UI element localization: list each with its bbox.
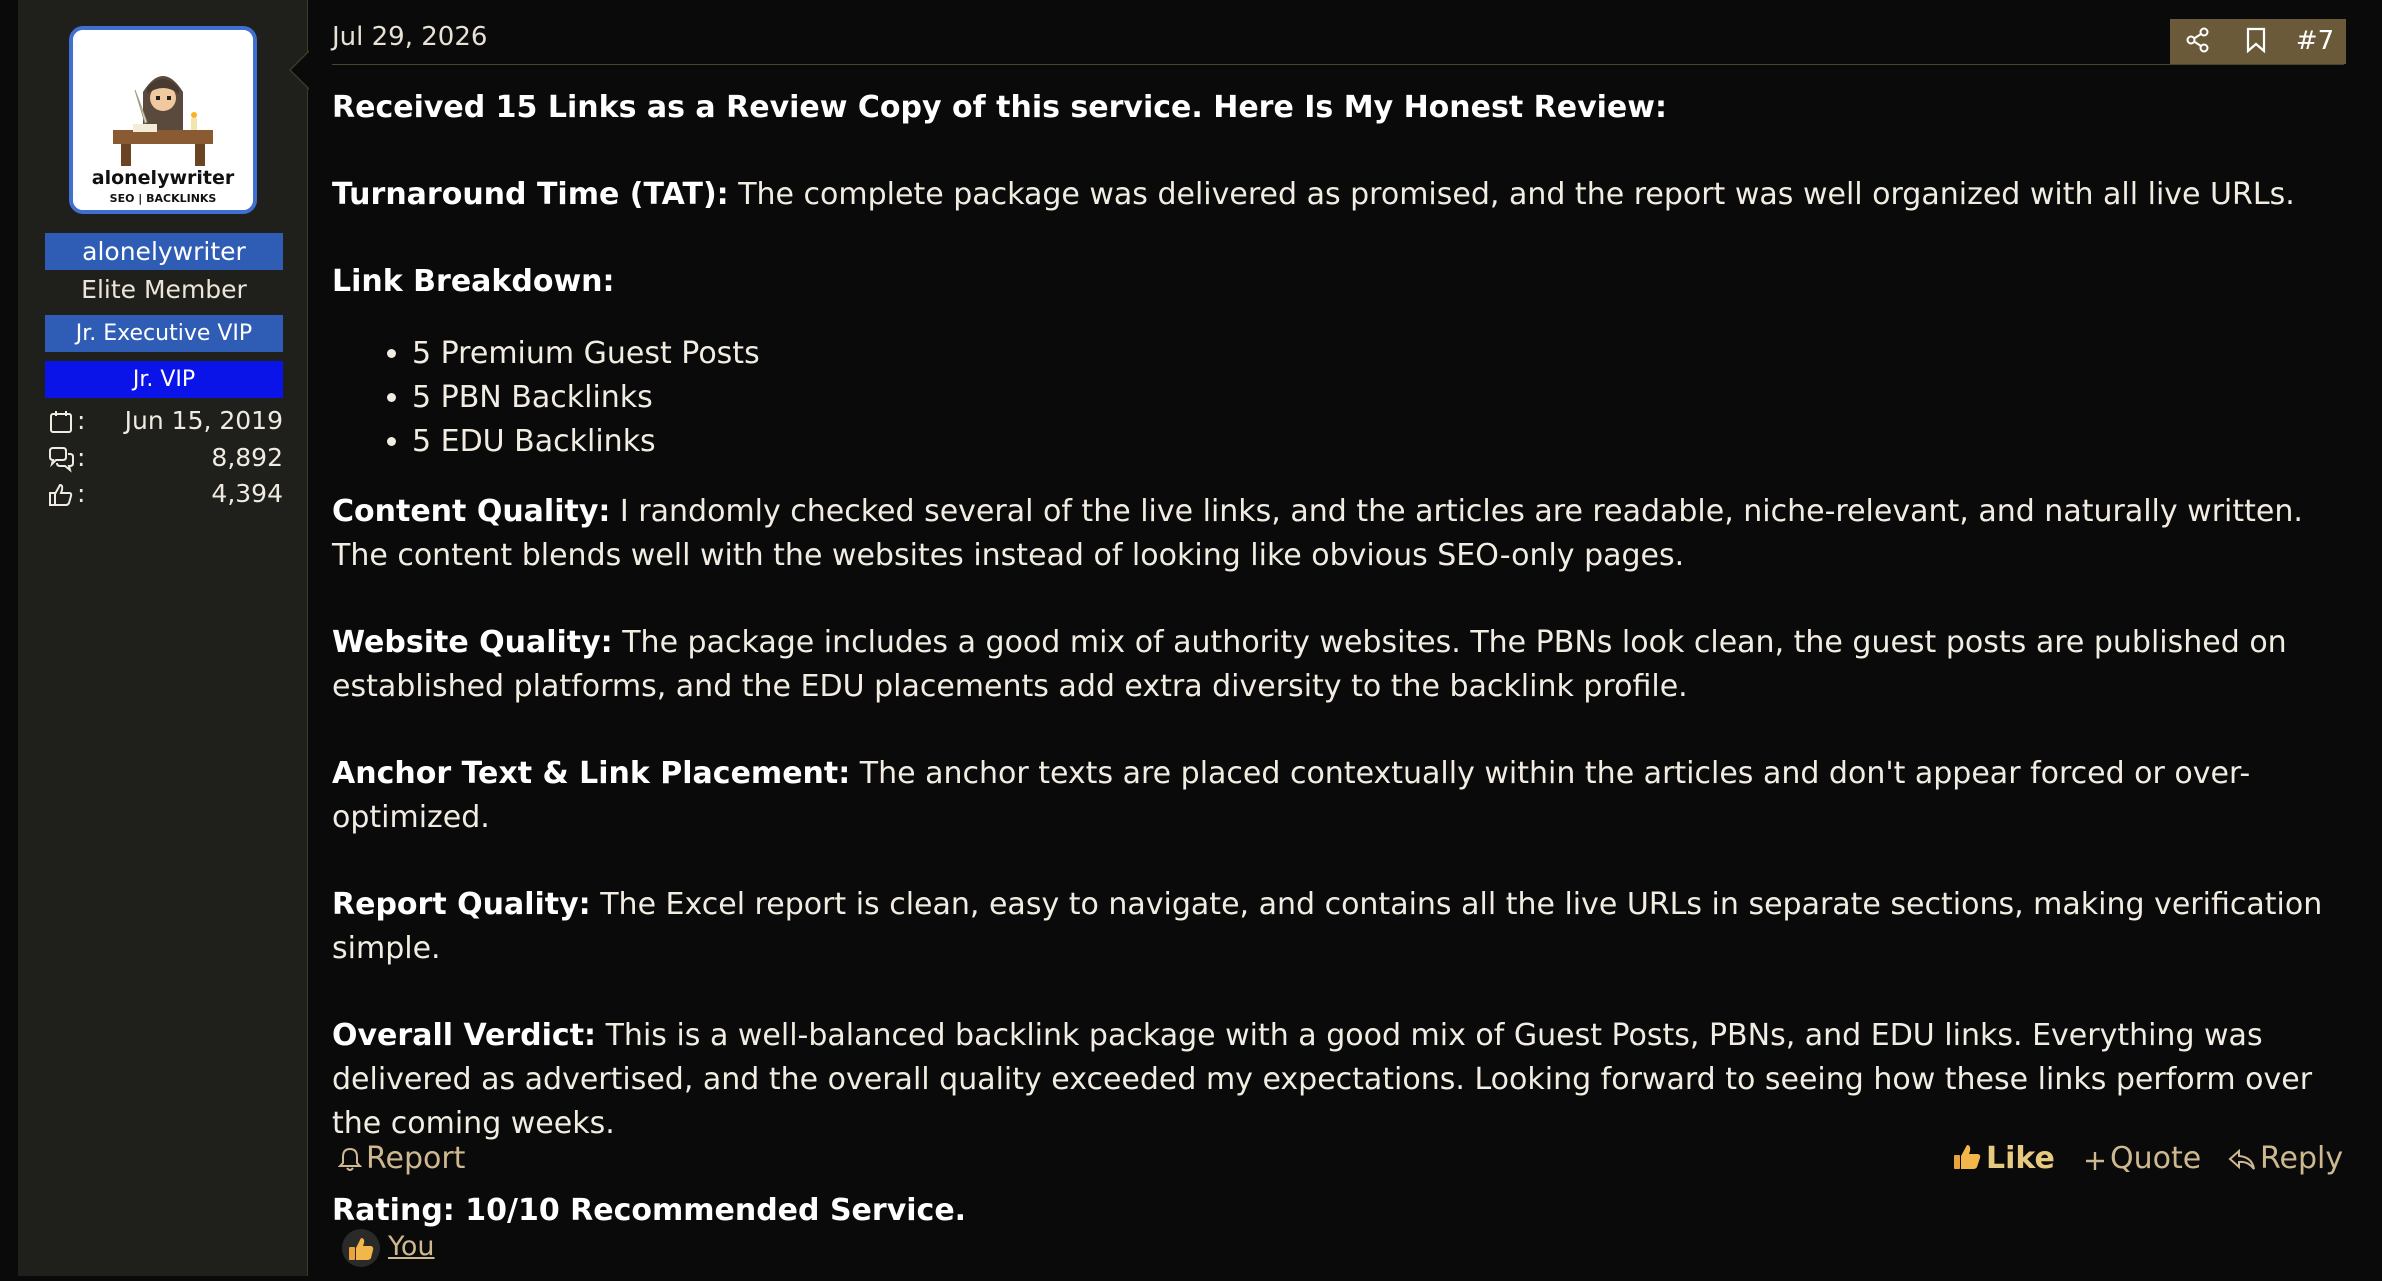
section-report-quality: [332, 883, 2362, 971]
section-content-quality: [332, 490, 2362, 578]
section-website-quality: [332, 621, 2362, 709]
section-link-breakdown: [332, 260, 2362, 304]
avatar-text-tagline: SEO | BACKLINKS: [109, 192, 217, 205]
stat-reactions-value: 4,394: [211, 479, 283, 508]
stat-joined: [45, 405, 283, 437]
quote-label: Quote: [2110, 1141, 2202, 1176]
post-number[interactable]: #7: [2295, 26, 2335, 56]
message-pointer-inner: [291, 52, 309, 88]
stat-reactions: [45, 478, 283, 510]
reply-icon: [2228, 1148, 2256, 1172]
share-icon: [2185, 27, 2211, 53]
section-overall-verdict: [332, 1014, 2362, 1146]
link-breakdown-list: [332, 332, 2362, 464]
bell-icon: [338, 1146, 362, 1172]
list-item: • 5 PBN Backlinks: [412, 376, 2362, 420]
stat-colon: :: [77, 406, 86, 435]
messages-icon: [47, 445, 75, 473]
section-label: Anchor Text & Link Placement:: [332, 756, 851, 791]
stat-colon: :: [77, 443, 86, 472]
stat-joined-value: Jun 15, 2019: [124, 406, 283, 435]
section-anchor-text: [332, 752, 2362, 840]
quote-button[interactable]: [2084, 1137, 2201, 1181]
username[interactable]: alonelywriter: [45, 233, 283, 270]
section-label: Content Quality:: [332, 494, 611, 529]
bookmark-button[interactable]: [2236, 19, 2276, 64]
rating: Rating: 10/10 Recommended Service.: [332, 1193, 967, 1228]
section-label: Overall Verdict:: [332, 1018, 597, 1053]
section-text: The Excel report is clean, easy to navigate, and contains all the live URLs in separate sections, making verification simple.: [332, 887, 2323, 966]
reply-label: Reply: [2260, 1141, 2344, 1176]
badge-jr-executive-vip: Jr. Executive VIP: [45, 315, 283, 352]
report-button[interactable]: [338, 1137, 465, 1181]
section-text: This is a well-balanced backlink package with a good mix of Guest Posts, PBNs, and EDU links. Everything was delivered as advertised, and the overall quality exceeded my expectations. Looking forward to seeing how these links perform over the coming weeks.: [332, 1018, 2313, 1141]
section-text: The complete package was delivered as promised, and the report was well organized with all live URLs.: [728, 177, 2295, 212]
section-label: Link Breakdown:: [332, 264, 615, 299]
list-item: • 5 EDU Backlinks: [412, 420, 2362, 464]
post-footer: [332, 1137, 2344, 1181]
section-label: Turnaround Time (TAT):: [332, 177, 729, 212]
user-title: Elite Member: [81, 275, 247, 304]
reply-button[interactable]: [2228, 1137, 2343, 1181]
stat-messages: [45, 442, 283, 474]
section-text: The package includes a good mix of authority websites. The PBNs look clean, the guest posts are published on established platforms, and the EDU placements add extra diversity to the backlink profile.: [332, 625, 2287, 704]
share-button[interactable]: [2178, 19, 2218, 64]
post-heading: Received 15 Links as a Review Copy of this service. Here Is My Honest Review:: [332, 90, 1667, 125]
plus-icon: [2084, 1150, 2106, 1172]
post-date[interactable]: Jul 29, 2026: [332, 22, 488, 52]
header-divider: [332, 64, 2344, 65]
stat-colon: :: [77, 479, 86, 508]
thumbs-up-icon: [47, 481, 75, 509]
section-tat: [332, 173, 2362, 217]
like-button[interactable]: [1952, 1137, 2055, 1181]
stat-messages-value: 8,892: [211, 443, 283, 472]
badge-jr-vip: Jr. VIP: [45, 361, 283, 398]
like-label: Like: [1986, 1141, 2055, 1176]
report-label: Report: [366, 1141, 466, 1176]
reaction-thumb: [342, 1229, 380, 1267]
reactions-you-link[interactable]: You: [388, 1231, 435, 1262]
bookmark-icon: [2245, 27, 2267, 53]
user-sidebar: [18, 0, 308, 1276]
section-label: Report Quality:: [332, 887, 591, 922]
avatar-image: [73, 30, 253, 210]
section-text: The anchor texts are placed contextually within the articles and don't appear forced or over-optimized.: [332, 756, 2251, 835]
avatar[interactable]: [69, 26, 257, 214]
like-reaction-icon: [342, 1229, 380, 1267]
thumbs-up-icon: [1952, 1142, 1982, 1172]
post-actions: [2170, 19, 2346, 64]
message-main: [308, 0, 2382, 1276]
section-label: Website Quality:: [332, 625, 613, 660]
section-text: I randomly checked several of the live links, and the articles are readable, niche-relevant, and naturally written. The content blends well with the websites instead of looking like obvious SEO-only pages.: [332, 494, 2303, 573]
post-body: [332, 86, 2362, 1276]
list-item: • 5 Premium Guest Posts: [412, 332, 2362, 376]
calendar-icon: [47, 408, 75, 436]
avatar-text-name: alonelywriter: [91, 167, 235, 189]
